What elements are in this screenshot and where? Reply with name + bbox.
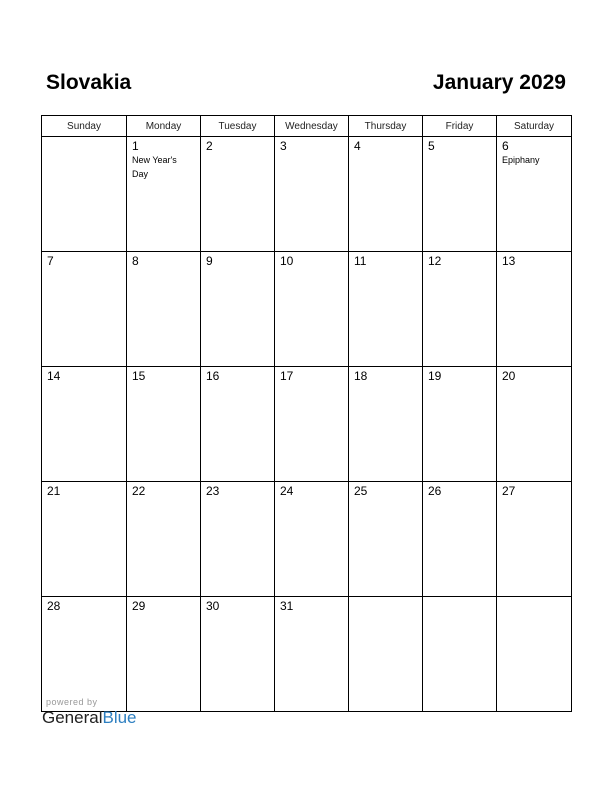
day-number: 14 bbox=[47, 369, 61, 383]
day-cell bbox=[201, 597, 275, 712]
day-number: 22 bbox=[132, 484, 146, 498]
day-cell bbox=[349, 482, 423, 597]
calendar-grid bbox=[41, 115, 572, 712]
day-number: 21 bbox=[47, 484, 61, 498]
weekday-header-wednesday: Wednesday bbox=[275, 116, 349, 137]
day-cell bbox=[275, 252, 349, 367]
day-number: 8 bbox=[132, 254, 139, 268]
generalblue-logo[interactable] bbox=[42, 708, 137, 728]
day-number: 26 bbox=[428, 484, 442, 498]
day-cell bbox=[275, 597, 349, 712]
day-cell bbox=[275, 367, 349, 482]
weekday-header-monday: Monday bbox=[127, 116, 201, 137]
month-title: January 2029 bbox=[432, 71, 566, 94]
week-row bbox=[42, 252, 572, 367]
day-number: 16 bbox=[206, 369, 220, 383]
day-cell bbox=[497, 367, 572, 482]
weekday-header-sunday: Sunday bbox=[42, 116, 127, 137]
powered-by-text: powered by bbox=[46, 697, 98, 707]
footer-branding bbox=[42, 697, 137, 728]
day-cell bbox=[423, 137, 497, 252]
holiday-label: New Year's Day bbox=[132, 155, 177, 179]
week-row bbox=[42, 367, 572, 482]
day-number: 24 bbox=[280, 484, 294, 498]
holiday-label: Epiphany bbox=[502, 155, 540, 165]
day-cell bbox=[42, 482, 127, 597]
brand-blue: Blue bbox=[102, 708, 137, 727]
day-number: 3 bbox=[280, 139, 287, 153]
weekday-header-saturday: Saturday bbox=[497, 116, 572, 137]
day-number: 18 bbox=[354, 369, 368, 383]
weekday-header-tuesday: Tuesday bbox=[201, 116, 275, 137]
day-cell bbox=[42, 252, 127, 367]
day-number: 31 bbox=[280, 599, 294, 613]
day-cell bbox=[42, 597, 127, 712]
weekday-header-friday: Friday bbox=[423, 116, 497, 137]
day-cell bbox=[497, 597, 572, 712]
week-row bbox=[42, 482, 572, 597]
day-number: 29 bbox=[132, 599, 146, 613]
day-number: 9 bbox=[206, 254, 213, 268]
day-cell bbox=[201, 137, 275, 252]
day-cell bbox=[349, 137, 423, 252]
day-number: 20 bbox=[502, 369, 516, 383]
day-cell bbox=[349, 367, 423, 482]
day-number: 6 bbox=[502, 139, 509, 153]
day-cell bbox=[423, 367, 497, 482]
day-number: 27 bbox=[502, 484, 516, 498]
day-cell bbox=[423, 482, 497, 597]
day-cell bbox=[423, 252, 497, 367]
day-number: 28 bbox=[47, 599, 61, 613]
day-cell bbox=[275, 482, 349, 597]
day-cell bbox=[42, 367, 127, 482]
day-cell bbox=[201, 482, 275, 597]
day-cell bbox=[201, 367, 275, 482]
day-cell bbox=[127, 367, 201, 482]
day-cell bbox=[127, 137, 201, 252]
day-number: 11 bbox=[354, 254, 367, 268]
day-cell bbox=[127, 252, 201, 367]
day-number: 17 bbox=[280, 369, 294, 383]
day-cell bbox=[275, 137, 349, 252]
day-cell bbox=[497, 137, 572, 252]
brand-general: General bbox=[42, 708, 103, 727]
day-cell bbox=[497, 482, 572, 597]
country-title: Slovakia bbox=[46, 71, 132, 94]
day-number: 30 bbox=[206, 599, 220, 613]
day-number: 1 bbox=[132, 139, 139, 153]
day-number: 25 bbox=[354, 484, 368, 498]
weekday-header-thursday: Thursday bbox=[349, 116, 423, 137]
day-cell bbox=[201, 252, 275, 367]
week-row bbox=[42, 597, 572, 712]
day-cell bbox=[349, 597, 423, 712]
day-cell bbox=[42, 137, 127, 252]
day-number: 13 bbox=[502, 254, 516, 268]
day-number: 23 bbox=[206, 484, 220, 498]
day-number: 12 bbox=[428, 254, 442, 268]
day-number: 7 bbox=[47, 254, 54, 268]
day-cell bbox=[349, 252, 423, 367]
week-row bbox=[42, 137, 572, 252]
day-cell bbox=[127, 597, 201, 712]
day-number: 19 bbox=[428, 369, 442, 383]
day-cell bbox=[127, 482, 201, 597]
day-number: 15 bbox=[132, 369, 146, 383]
day-cell bbox=[497, 252, 572, 367]
day-number: 2 bbox=[206, 139, 213, 153]
day-number: 4 bbox=[354, 139, 361, 153]
weekday-header-row bbox=[42, 116, 572, 137]
day-cell bbox=[423, 597, 497, 712]
day-number: 10 bbox=[280, 254, 294, 268]
day-number: 5 bbox=[428, 139, 435, 153]
